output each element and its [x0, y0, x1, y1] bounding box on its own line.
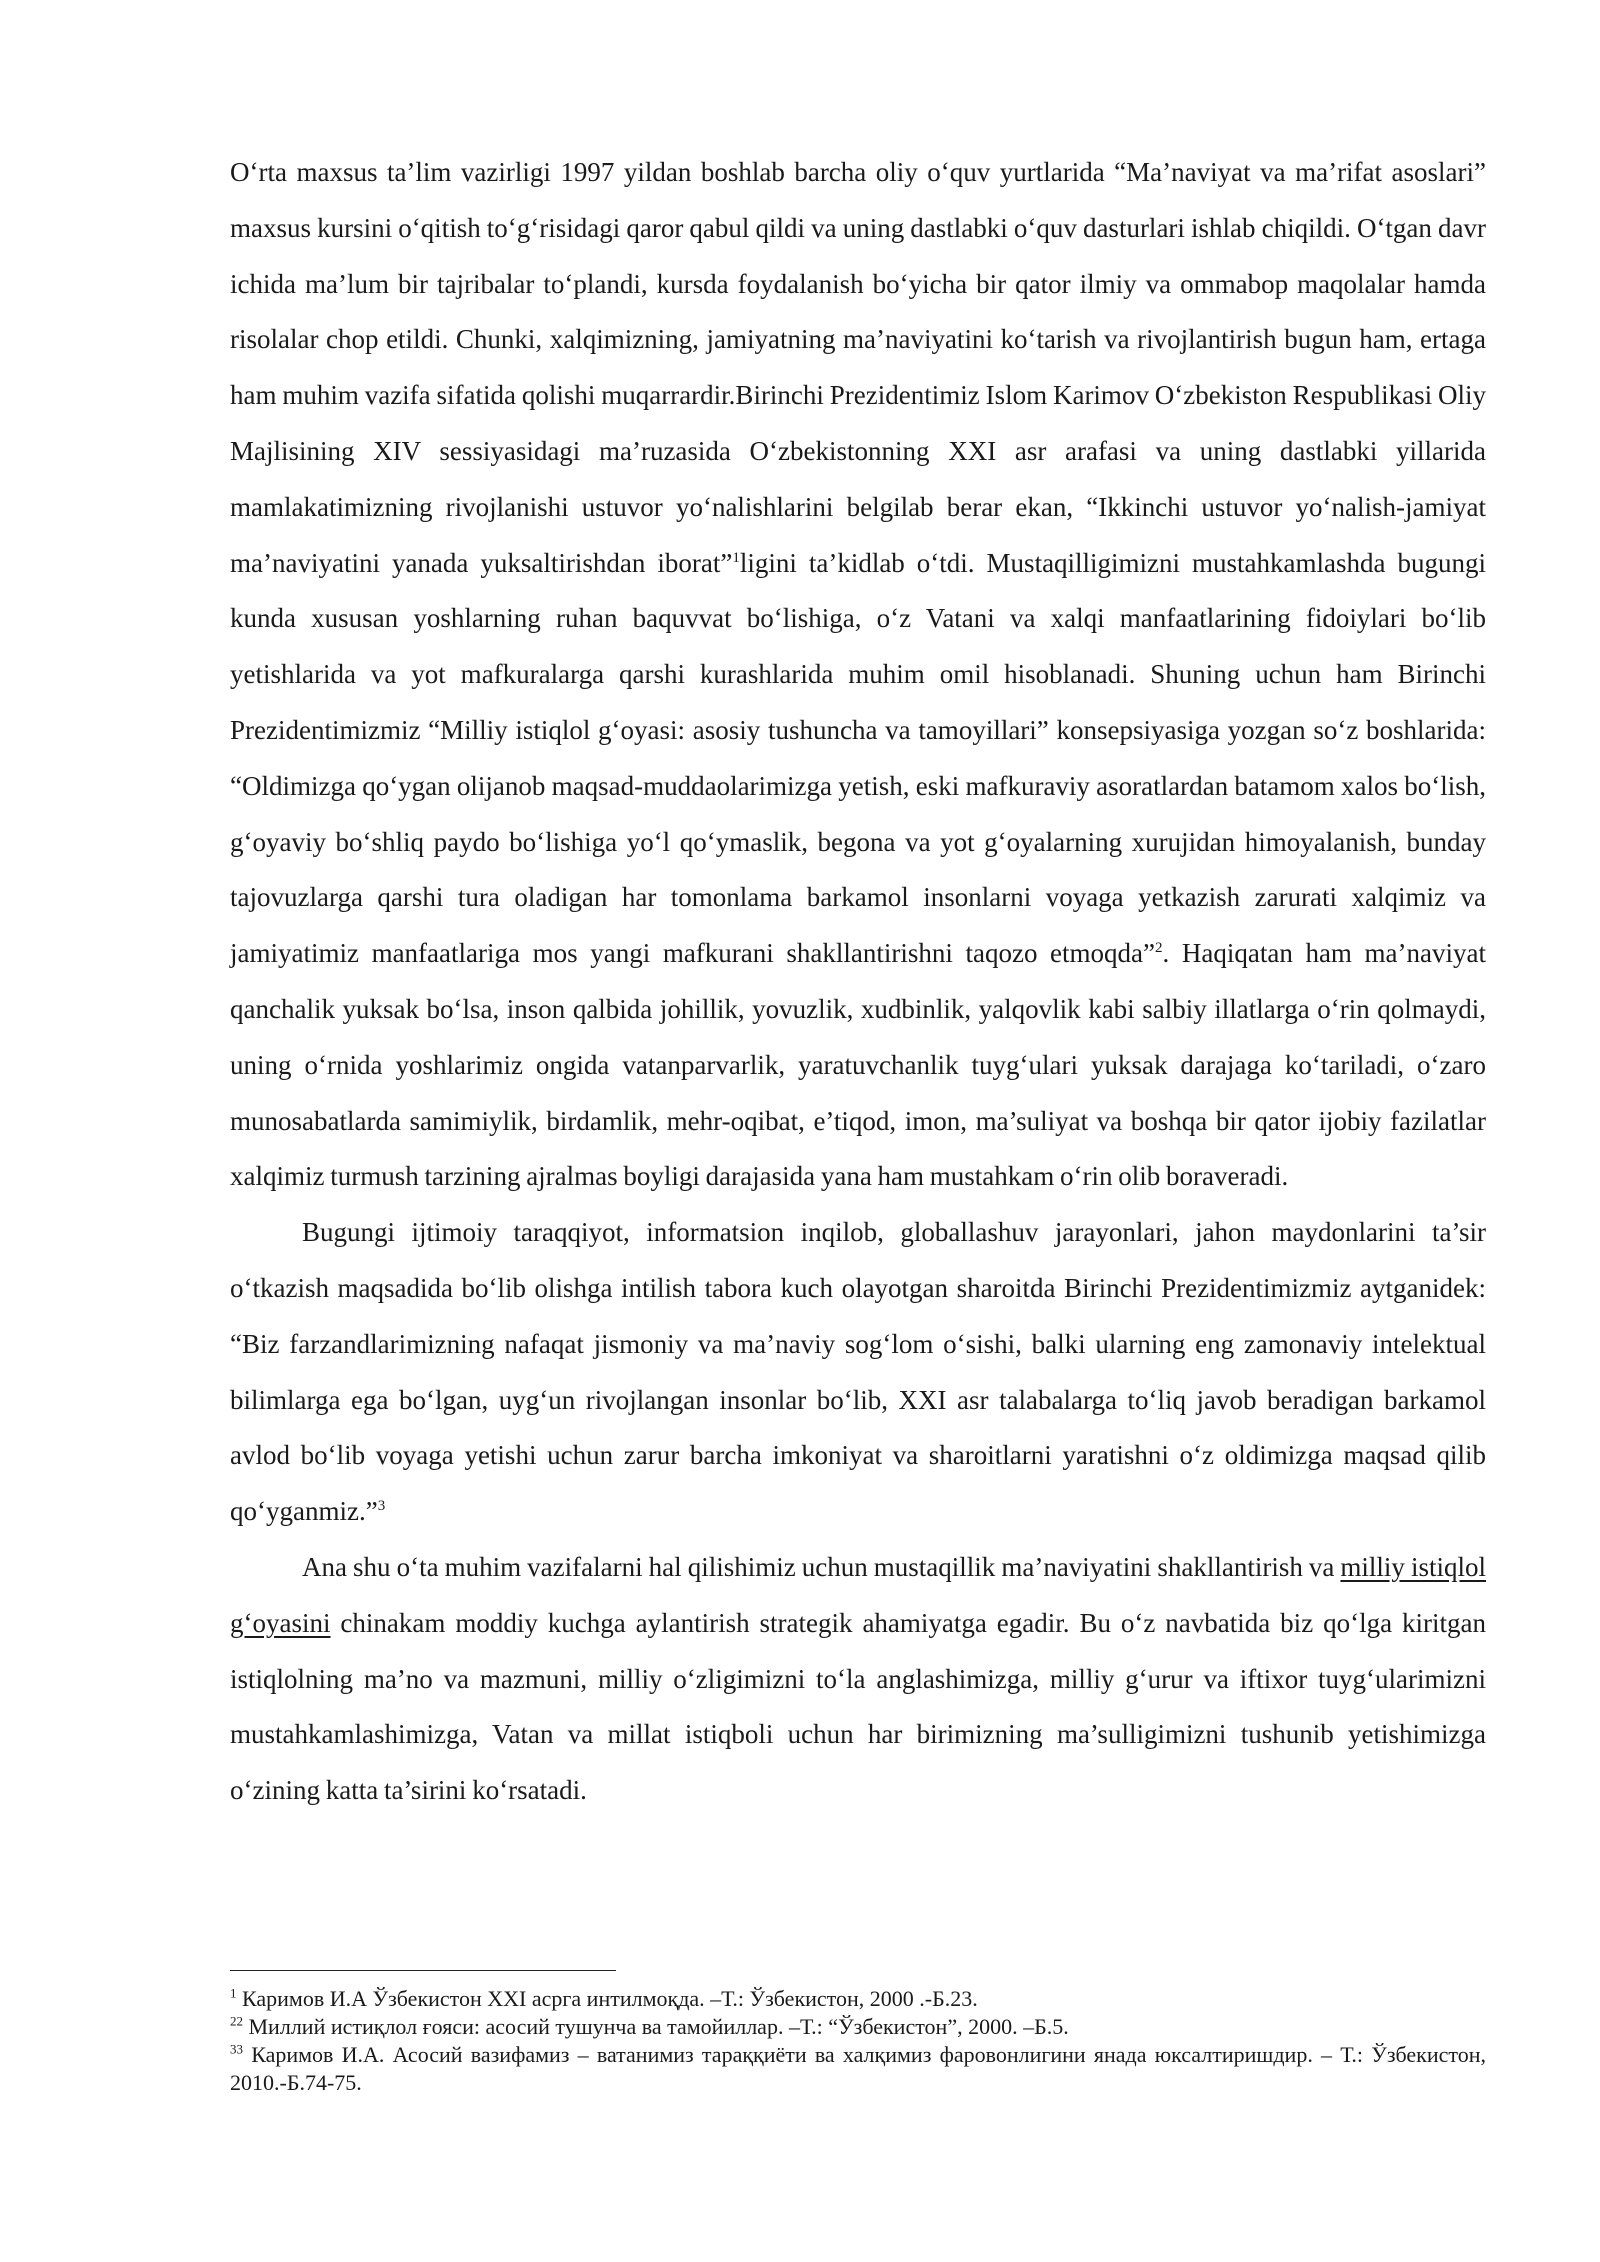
footnote-mark-2: 22: [230, 2013, 243, 2029]
footnote-mark-3: 33: [230, 2041, 243, 2057]
paragraph-2: [230, 1205, 1486, 1540]
footnote-ref-2[interactable]: 2: [1155, 940, 1163, 957]
paragraph-1-text-b: ligini ta’kidlab o‘tdi. Mustaqilligimizni mustahkamlashda bugungi kunda xususan yoshlarning ruhan baquvvat bo‘lishiga, o‘z Vatani va xalqi manfaatlarining fidoiylari bo‘lib yetishlarida va yot mafkuralarga qarshi kurashlarida muhim omil hisoblanadi. Shuning uchun ham Birinchi Prezidentimizmiz “Milliy istiqlol g‘oyasi: asosiy tushuncha va tamoyillari” konsepsiyasiga yozgan so‘z boshlarida: “Oldimizga qo‘ygan olijanob maqsad-muddaolarimizga yetish, eski mafkuraviy asoratlardan batamom xalos bo‘lish, g‘oyaviy bo‘shliq paydo bo‘lishiga yo‘l qo‘ymaslik, begona va yot g‘oyalarning xurujidan himoyalanish, bunday tajovuzlarga qarshi tura oladigan har tomonlama barkamol insonlarni voyaga yetkazish zarurati xalqimiz va jamiyatimiz manfaatlariga mos yangi mafkurani shakllantirishni taqozo etmoqda”: [230, 547, 1487, 969]
paragraph-3-text-b: chinakam moddiy kuchga aylantirish strategik ahamiyatga egadir. Bu o‘z navbatida biz qo‘lga kiritgan istiqlolning ma’no va mazmuni, milliy o‘zligimizni to‘la anglashimizga, milliy g‘urur va iftixor tuyg‘ularimizni mustahkamlashimizga, Vatan va millat istiqboli uchun har birimizning ma’sulligimizni tushunib yetishimizga o‘zining katta ta’sirini ko‘rsatadi.: [230, 1607, 1486, 1806]
paragraph-1-text-a: O‘rta maxsus ta’lim vazirligi 1997 yildan boshlab barcha oliy o‘quv yurtlarida “Ma’naviyat va ma’rifat asoslari” maxsus kursini o‘qitish to‘g‘risidagi qaror qabul qildi va uning dastlabki o‘quv dasturlari ishlab chiqildi. O‘tgan davr ichida ma’lum bir tajribalar to‘plandi, kursda foydalanish bo‘yicha bir qator ilmiy va ommabop maqolalar hamda risolalar chop etildi. Chunki, xalqimizning, jamiyatning ma’naviyatini ko‘tarish va rivojlantirish bugun ham, ertaga ham muhim vazifa sifatida qolishi muqarrardir.Birinchi Prezidentimiz Islom Karimov O‘zbekiston Respublikasi Oliy Majlisining XIV sessiyasidagi ma’ruzasida O‘zbekistonning XXI asr arafasi va uning dastlabki yillarida mamlakatimizning rivojlanishi ustuvor yo‘nalishlarini belgilab berar ekan, “Ikkinchi ustuvor yo‘nalish-jamiyat ma’naviyatini yanada yuksaltirishdan iborat”: [230, 157, 1486, 578]
footnote-text-1: Каримов И.А Ўзбекистон XXI асрга интилмоқда. –Т.: Ўзбекистон, 2000 .-Б.23.: [236, 1986, 978, 2011]
paragraph-3: [230, 1540, 1486, 1819]
footnote-ref-3[interactable]: 3: [377, 1498, 386, 1515]
footnote-separator: [230, 1970, 616, 1971]
paragraph-3-text-a: Ana shu o‘ta muhim vazifalarni hal qilishimiz uchun mustaqillik ma’naviyatini shakllantirish va: [302, 1551, 1341, 1582]
footnote-1: [230, 1985, 1486, 2013]
paragraph-2-text: Bugungi ijtimoiy taraqqiyot, informatsion inqilob, globallashuv jarayonlari, jahon maydonlarini ta’sir o‘tkazish maqsadida bo‘lib olishga intilish tabora kuch olayotgan sharoitda Birinchi Prezidentimizmiz aytganidek: “Biz farzandlarimizning nafaqat jismoniy va ma’naviy sog‘lom o‘sishi, balki ularning eng zamonaviy intelektual bilimlarga ega bo‘lgan, uyg‘un rivojlangan insonlar bo‘lib, XXI asr talabalarga to‘liq javob beradigan barkamol avlod bo‘lib voyaga yetishi uchun zarur barcha imkoniyat va sharoitlarni yaratishni o‘z oldimizga maqsad qilib qo‘yganmiz.”: [230, 1217, 1486, 1527]
paragraph-1-text-c: . Haqiqatan ham ma’naviyat qanchalik yuksak bo‘lsa, inson qalbida johillik, yovuzlik, xudbinlik, yalqovlik kabi salbiy illatlarga o‘rin qolmaydi, uning o‘rnida yoshlarimiz ongida vatanparvarlik, yaratuvchanlik tuyg‘ulari yuksak darajaga ko‘tariladi, o‘zaro munosabatlarda samimiylik, birdamlik, mehr-oqibat, e’tiqod, imon, ma’suliyat va boshqa bir qator ijobiy fazilatlar xalqimiz turmush tarzining ajralmas boyligi darajasida yana ham mustahkam o‘rin olib boraveradi.: [230, 938, 1486, 1192]
paragraph-1: [230, 145, 1486, 1205]
footnote-ref-1[interactable]: 1: [732, 549, 740, 566]
body-text: [230, 145, 1486, 1819]
footnote-3: [230, 2041, 1486, 2097]
underlined-term[interactable]: milliy istiqlol g‘oyasini: [230, 1551, 1486, 1638]
footnote-mark-1: 1: [230, 1985, 237, 2001]
footnote-text-2: Миллий истиқлол ғояси: асосий тушунча ва тамойиллар. –Т.: “Ўзбекистон”, 2000. –Б.5.: [243, 2014, 1069, 2039]
footnote-2: [230, 2013, 1486, 2041]
footnote-text-3: Каримов И.А. Асосий вазифамиз – ватанимиз тараққиёти ва халқимиз фаровонлигини янада юксалтиришдир. – Т.: Ўзбекистон, 2010.-Б.74-75.: [230, 2042, 1486, 2095]
footnotes: [230, 1985, 1486, 2097]
